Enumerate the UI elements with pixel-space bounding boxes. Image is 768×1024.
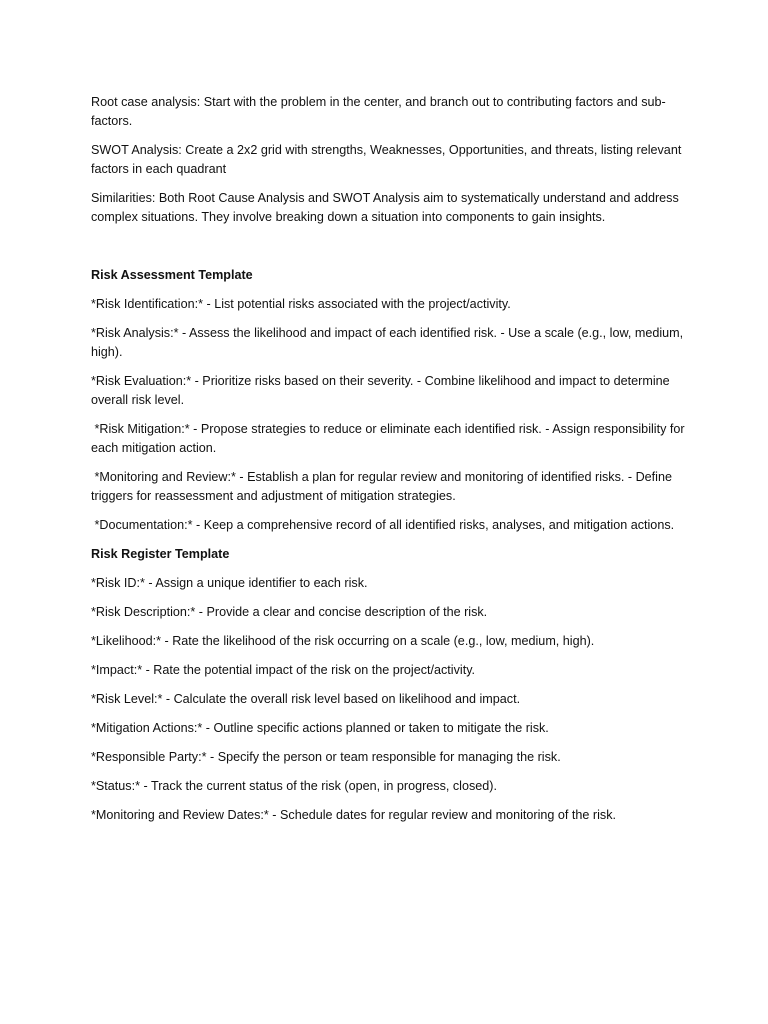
document-page xyxy=(91,93,689,835)
section-spacer xyxy=(91,237,689,266)
list-item: *Risk Analysis:* - Assess the likelihood and impact of each identified risk. - Use a scale (e.g., low, medium, high). xyxy=(91,326,687,359)
list-item: *Likelihood:* - Rate the likelihood of the risk occurring on a scale (e.g., low, medium, high). xyxy=(91,634,595,648)
risk-register-section xyxy=(91,545,689,825)
risk-register-heading: Risk Register Template xyxy=(91,547,230,561)
list-item: *Risk Level:* - Calculate the overall risk level based on likelihood and impact. xyxy=(91,692,521,706)
list-item: *Impact:* - Rate the potential impact of the risk on the project/activity. xyxy=(91,663,476,677)
risk-assessment-heading: Risk Assessment Template xyxy=(91,268,253,282)
intro-section xyxy=(91,93,689,227)
list-item: *Risk Identification:* - List potential risks associated with the project/activity. xyxy=(91,297,511,311)
intro-paragraph-swot: SWOT Analysis: Create a 2x2 grid with strengths, Weaknesses, Opportunities, and threats, listing relevant factors in each quadrant xyxy=(91,143,685,176)
list-item: *Documentation:* - Keep a comprehensive record of all identified risks, analyses, and mitigation actions. xyxy=(91,518,675,532)
list-item: *Monitoring and Review:* - Establish a plan for regular review and monitoring of identified risks. - Define triggers for reassessment and adjustment of mitigation strategies. xyxy=(91,470,676,503)
list-item: *Risk ID:* - Assign a unique identifier to each risk. xyxy=(91,576,368,590)
risk-assessment-section xyxy=(91,266,689,535)
list-item: *Monitoring and Review Dates:* - Schedule dates for regular review and monitoring of the risk. xyxy=(91,808,617,822)
list-item: *Responsible Party:* - Specify the person or team responsible for managing the risk. xyxy=(91,750,561,764)
intro-paragraph-similarities: Similarities: Both Root Cause Analysis and SWOT Analysis aim to systematically understand and address complex situations. They involve breaking down a situation into components to gain insights. xyxy=(91,191,683,224)
list-item: *Risk Description:* - Provide a clear and concise description of the risk. xyxy=(91,605,488,619)
list-item: *Risk Evaluation:* - Prioritize risks based on their severity. - Combine likelihood and impact to determine overall risk level. xyxy=(91,374,674,407)
intro-paragraph-root-cause: Root case analysis: Start with the problem in the center, and branch out to contributing factors and sub-factors. xyxy=(91,95,666,128)
list-item: *Risk Mitigation:* - Propose strategies to reduce or eliminate each identified risk. - Assign responsibility for each mitigation action. xyxy=(91,422,689,455)
list-item: *Mitigation Actions:* - Outline specific actions planned or taken to mitigate the risk. xyxy=(91,721,549,735)
list-item: *Status:* - Track the current status of the risk (open, in progress, closed). xyxy=(91,779,497,793)
